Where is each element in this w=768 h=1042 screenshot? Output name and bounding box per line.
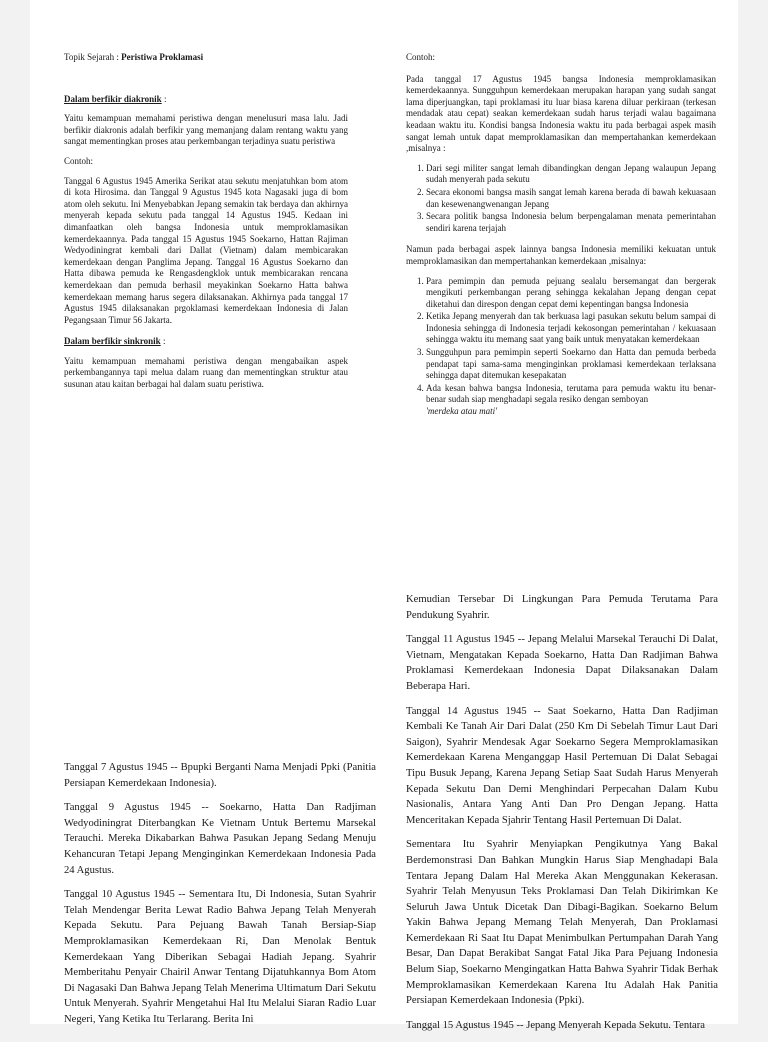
topic-line [64,52,348,64]
sinkronik-text: Yaitu kemampuan memahami peristiwa dengan mengabaikan aspek perkembangannya tapi melua dalam ruang dan mementingkan struktur atau susunan atau kaitan berbagai hal dalam suatu peristiwa. [64,355,348,390]
motto-text: 'merdeka atau mati' [426,406,498,417]
list-item: 2. Secara ekonomi bangsa masih sangat lemah karena berada di bawah kekuasaan dan kesewenangwenangan Jepang [426,187,716,210]
timeline-paragraph: Kemudian Tersebar Di Lingkungan Para Pemuda Terutama Para Pendukung Syahrir. [406,594,718,621]
topic-prefix: Topik Sejarah : [64,52,119,62]
list-item-text: Ada kesan bahwa bangsa Indonesia, terutama para pemuda waktu itu benar-benar sudah siap menghadapi segala resiko dengan semboyan [426,382,716,405]
document-page [30,0,738,1031]
timeline-paragraph: Tanggal 7 Agustus 1945 -- Bpupki Berganti Nama Menjadi Ppki (Panitia Persiapan Kemerdekaan Indonesia). [64,762,376,789]
timeline-paragraph: Sementara Itu Syahrir Menyiapkan Pengikutnya Yang Bakal Berdemonstrasi Dan Bahkan Mungkin Harus Siap Menghadapi Bala Tentara Jepang Dalam Hal Mereka Akan Menggunakan Kekerasan. Syahrir Telah Menyusun Teks Proklamasi Dan Telah Dikirimkan Ke Seluruh Jawa Untuk Dicetak Dan Dibagi-Bagikan. Soekarno Belum Yakin Bahwa Jepang Memang Telah Menyerah, Dan Proklamasi Kemerdekaan Ri Saat Itu Dapat Menimbulkan Pertumpahan Darah Yang Besar, Dan Dapat Berakibat Sangat Fatal Jika Para Pejuang Indonesia Belum Siap, Soekarno Mengingatkan Hatta Bahwa Syahrir Tidak Berhak Memproklamasikan Kemerdekaan Karena Itu Adalah Hak Panitia Persiapan Kemerdekaan Indonesia (Ppki). [406,839,718,1007]
intro2-paragraph: Namun pada berbagai aspek lainnya bangsa Indonesia memiliki kekuatan untuk memproklamasikan dan mempertahankan kemerdekaan ,misalnya: [406,244,716,266]
weakness-list [406,163,716,235]
list-item: 3. Secara politik bangsa Indonesia belum berpengalaman menata pemerintahan sendiri karena terjajah [426,211,716,234]
bottom-left-column [64,760,376,1037]
timeline-paragraph: Tanggal 10 Agustus 1945 -- Sementara Itu, Di Indonesia, Sutan Syahrir Telah Mendengar Berita Lewat Radio Bahwa Jepang Telah Menyerah Kepada Sekutu. Para Pejuang Bawah Tanah Bersiap-Siap Memproklamasikan Kemerdekaan Ri, Dan Menolak Bentuk Kemerdekaan Yang Diberikan Sebagai Hadiah Jepang. Syahrir Memberitahu Penyair Chairil Anwar Tentang Dijatuhkannya Bom Atom Di Nagasaki Dan Bahwa Jepang Telah Menerima Ultimatum Dari Sekutu Untuk Menyerah. Syahrir Mengetahui Hal Itu Melalui Siaran Radio Luar Negeri, Yang Ketika Itu Terlarang. Berita Ini [64,889,376,1025]
bottom-right-column [406,592,718,1042]
diakronik-example: Tanggal 6 Agustus 1945 Amerika Serikat atau sekutu menjatuhkan bom atom di kota Hirosima. dan Tanggal 9 Agustus 1945 kota Nagasaki juga di bom atom oleh sekutu. Ini Menyebabkan Jepang semakin tak berdaya dan akhirnya menyerah kepada sekutu pada tanggal 14 Agustus 1945. Kedaan ini dimanfaatkan oleh bangsa Indonesia untuk memproklamasikan kemerdekaannya. Pada tanggal 15 Agustus 1945 Soekarno, Hattan Rajiman Wedyodiningrat kembali dari Dallat (Vietnam) dalam membicarakan kemerdekaan dengan Panglima Jepang. Tanggal 16 Agustus Soekarno dan Hatta dibawa pemuda ke Rengasdengklok untuk membicarakan rencana kemerdekaan dan pemuda berhasil meyakinkan Soekarno Hatta bahwa kemerdekaan memang harus segera dilaksanakan. Akhirnya pada tanggal 17 Agustus 1945 dilaksanakan prgoklamasi kemerdekaan Indonesia di Jalan Pegangsaan Timur 56 Jakarta. [64,175,348,325]
list-item [426,383,716,418]
diakronik-text: Yaitu kemampuan memahami peristiwa dengan menelusuri masa lalu. Jadi berfikir diakronis adalah berfikir yang memanjang dalam rentang waktu yang sangat mementingkan proses atau perkembangan terjadinya suatu peristiwa [64,113,348,147]
diakronik-heading: Dalam berfikir diakronik [64,93,162,104]
timeline-paragraph: Tanggal 9 Agustus 1945 -- Soekarno, Hatta Dan Radjiman Wedyodiningrat Diterbangkan Ke Vietnam Untuk Bertemu Marsekal Terauchi. Mereka Dikabarkan Bahwa Pasukan Jepang Sedang Menuju Kehancuran Tetapi Jepang Menginginkan Kemerdekaan Indonesia Pada 24 Agustus. [64,802,376,876]
list-item: 2. Ketika Jepang menyerah dan tak berkuasa lagi pasukan sekutu belum sampai di Indonesia sehingga di Indonesia terjadi kekosongan pemerintahan / kekuasaan sehingga waktu itu memang saat yang baik untuk menyatakan kemerdekaan [426,311,716,346]
list-item: 1. Para pemimpin dan pemuda pejuang sealalu bersemangat dan bergerak mengikuti perkembangan perang sehingga kekalahan Jepang dengan cepat diketahui dan direspon dengan cepat demi kepentingan bangsa Indonesia [426,276,716,311]
sinkronik-heading-line: Dalam berfikir sinkronik : [64,336,166,347]
list-item: 1. Dari segi militer sangat lemah dibandingkan dengan Jepang walaupun Jepang sudah menyerah pada sekutu [426,163,716,186]
strength-list [406,276,716,418]
timeline-paragraph: Tanggal 15 Agustus 1945 -- Jepang Menyerah Kepada Sekutu. Tentara [406,1019,705,1031]
top-left-column [64,52,348,399]
contoh-label: Contoh: [64,155,94,166]
timeline-paragraph: Tanggal 14 Agustus 1945 -- Saat Soekarno, Hatta Dan Radjiman Kembali Ke Tanah Air Dari Dalat (250 Km Di Sebelah Timur Laut Dari Saigon), Syahrir Mendesak Agar Soekarno Segera Memproklamasikan Kemerdekaan Karena Menganggap Hasil Pertemuan Di Dalat Sebagai Tipu Busuk Jepang, Karena Jepang Setiap Saat Sudah Harus Menyerah Kepada Sekutu Dan Demi Menghindari Perpecahan Dalam Kubu Nasionalis, Antara Yang Anti Dan Pro Dengan Jepang. Hatta Menceritakan Kepada Sjahrir Tentang Hasil Pertemuan Di Dalat. [406,705,718,826]
topic-title: Peristiwa Proklamasi [121,52,204,62]
intro-paragraph: Pada tanggal 17 Agustus 1945 bangsa Indonesia memproklamasikan kemerdekaannya. Sungguhpun kemerdekaan merupakan harapan yang sudah sangat lama diperjuangkan, tapi proklamasi itu luar biasa karena diluar perkiraan (terkesan mendadak atau cepat) seakan kemerdekaan sudah harus terjadi walau bagaimana keadaan waktu itu. Kondisi bangsa Indonesia waktu itu pada berbagai aspek masih sangat lemah untuk dapat memproklamasikan dan mempertahankan kemerdekaan ,misalnya : [406,73,716,154]
diakronik-heading-line: Dalam berfikir diakronik : [64,93,167,104]
contoh-label-right: Contoh: [406,52,436,62]
sinkronik-heading: Dalam berfikir sinkronik [64,336,161,347]
list-item: 3. Sungguhpun para pemimpin seperti Soekarno dan Hatta dan pemuda berbeda pendapat tapi sama-sama menginginkan proklamasi kemerdekaan terlaksana sehingga dapat ditemukan kesepakatan [426,347,716,382]
top-right-column [406,52,716,428]
timeline-paragraph: Tanggal 11 Agustus 1945 -- Jepang Melalui Marsekal Terauchi Di Dalat, Vietnam, Mengatakan Kepada Soekarno, Hatta Dan Radjiman Bahwa Proklamasi Kemerdekaan Indonesia Dapat Dilaksanakan Dalam Beberapa Hari. [406,634,718,692]
